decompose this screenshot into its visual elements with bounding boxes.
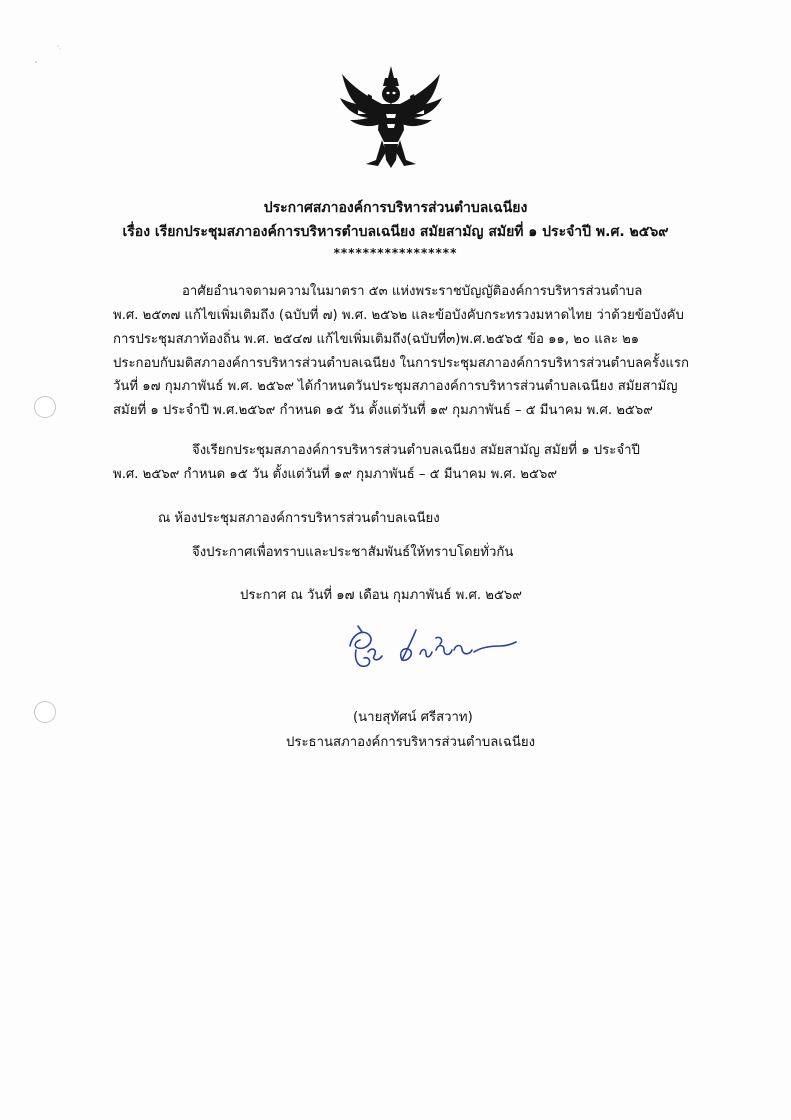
garuda-emblem-icon — [336, 64, 446, 174]
punch-hole-icon — [34, 396, 56, 418]
body-line: พ.ศ. ๒๕๖๙ กำหนด ๑๕ วัน ตั้งแต่วันที่ ๑๙ กุมภาพันธ์ – ๕ มีนาคม พ.ศ. ๒๕๖๙ — [113, 467, 557, 482]
signatory-name: (นายสุทัศน์ ศรีสวาท) — [353, 710, 473, 725]
body-line: พ.ศ. ๒๕๓๗ แก้ไขเพิ่มเติมถึง (ฉบับที่ ๗) พ.ศ. ๒๕๖๒ และข้อบังคับกระทรวงมหาดไทย ว่าด้วยข้อบังคับ — [113, 308, 684, 323]
body-line: การประชุมสภาท้องถิ่น พ.ศ. ๒๕๔๗ แก้ไขเพิ่มเติมถึง(ฉบับที่๓)พ.ศ.๒๕๖๕ ข้อ ๑๑, ๒๐ และ ๒๑ — [113, 332, 640, 347]
signatory-position: ประธานสภาองค์การบริหารส่วนตำบลเฉนียง — [286, 735, 536, 750]
handwritten-signature — [340, 616, 520, 686]
venue-line: ณ ห้องประชุมสภาองค์การบริหารส่วนตำบลเฉนียง — [158, 511, 440, 526]
body-line: ประกอบกับมติสภาองค์การบริหารส่วนตำบลเฉนียง ในการประชุมสภาองค์การบริหารส่วนตำบลครั้งแรก — [113, 356, 689, 371]
body-line: วันที่ ๑๗ กุมภาพันธ์ พ.ศ. ๒๕๖๙ ได้กำหนดวันประชุมสภาองค์การบริหารส่วนตำบลเฉนียง สมัยสามัญ — [113, 379, 678, 394]
document-title: ประกาศสภาองค์การบริหารส่วนตำบลเฉนียง — [263, 200, 528, 216]
announcement-date: ประกาศ ณ วันที่ ๑๗ เดือน กุมภาพันธ์ พ.ศ. ๒๕๖๙ — [240, 588, 522, 603]
title-separator: ***************** — [333, 246, 458, 260]
document-subject: เรื่อง เรียกประชุมสภาองค์การบริหารตำบลเฉนียง สมัยสามัญ สมัยที่ ๑ ประจำปี พ.ศ. ๒๕๖๙ — [122, 224, 669, 240]
body-line: อาศัยอำนาจตามความในมาตรา ๕๓ แห่งพระราชบัญญัติองค์การบริหารส่วนตำบล — [182, 284, 643, 299]
body-line: สมัยที่ ๑ ประจำปี พ.ศ.๒๕๖๙ กำหนด ๑๕ วัน ตั้งแต่วันที่ ๑๙ กุมภาพันธ์ – ๕ มีนาคม พ.ศ. ๒๕๖๙ — [113, 403, 653, 418]
announcement-line: จึงประกาศเพื่อทราบและประชาสัมพันธ์ให้ทราบโดยทั่วกัน — [192, 545, 514, 560]
scan-specks — [30, 40, 70, 70]
punch-hole-icon — [34, 701, 56, 723]
body-line: จึงเรียกประชุมสภาองค์การบริหารส่วนตำบลเฉนียง สมัยสามัญ สมัยที่ ๑ ประจำปี — [192, 443, 640, 458]
